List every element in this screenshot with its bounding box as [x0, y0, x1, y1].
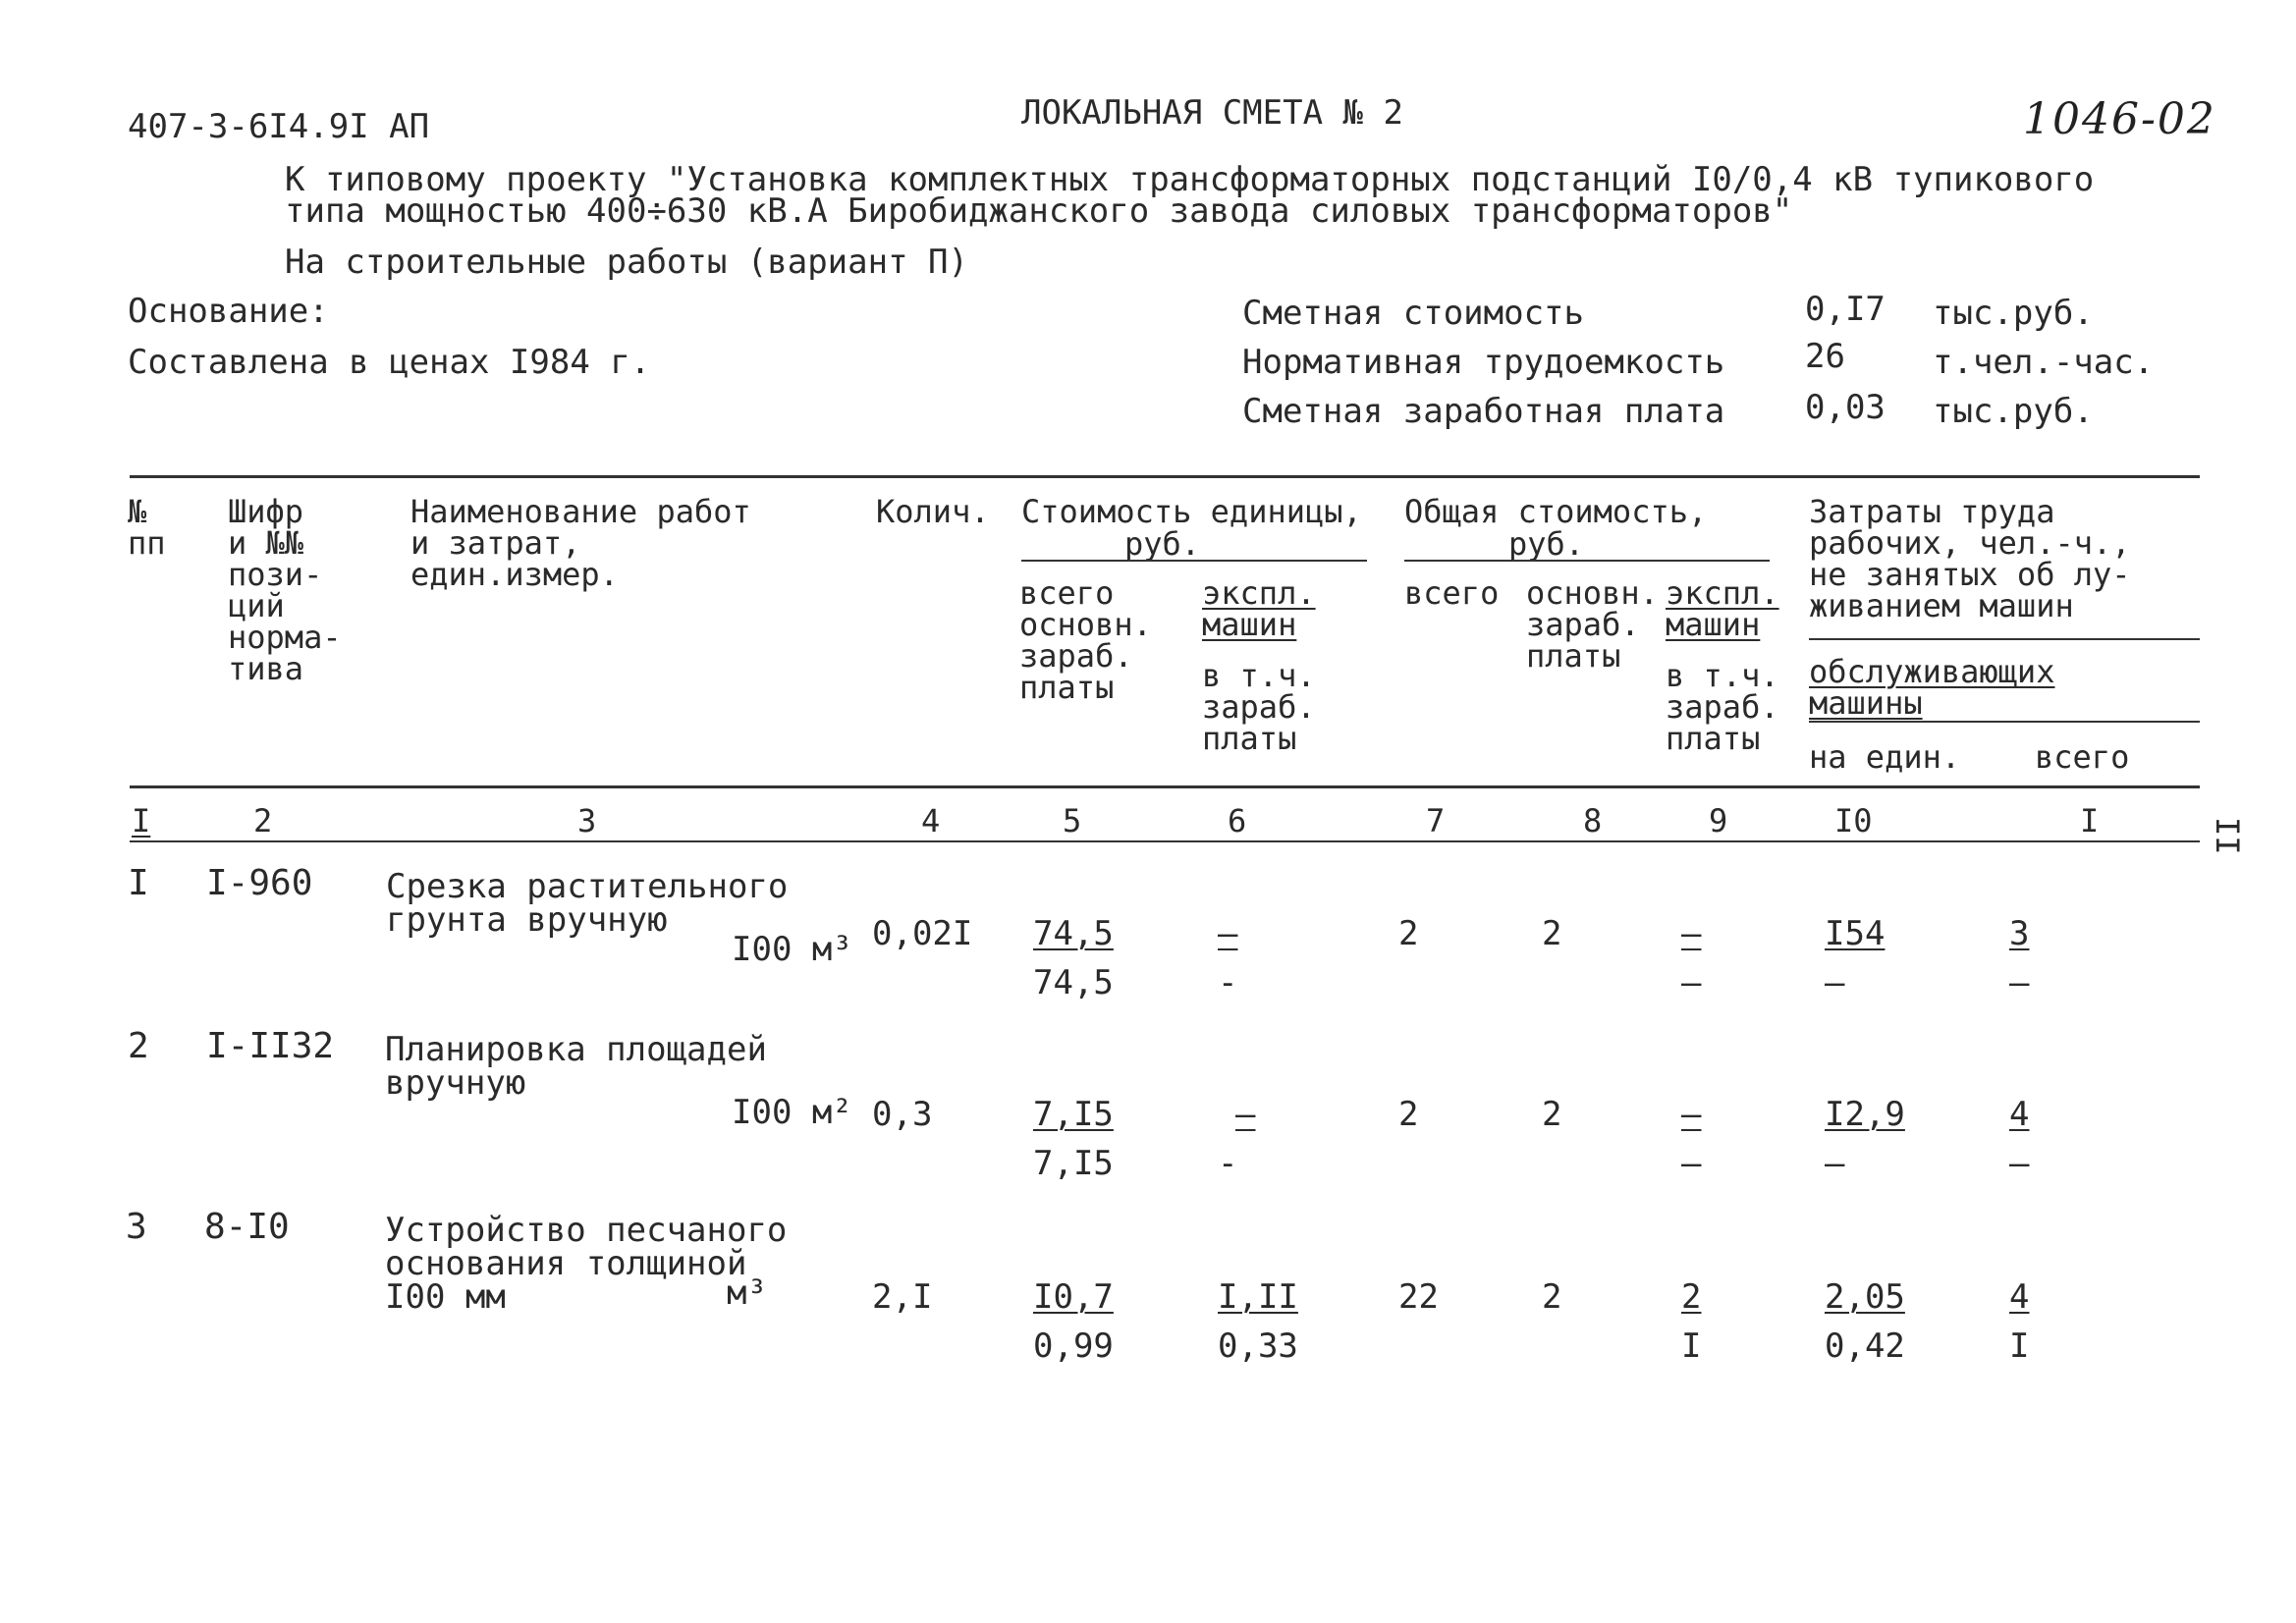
col-num-rule: [130, 840, 2200, 842]
col-header-6-bottom: в т.ч. зараб. платы: [1202, 657, 1316, 757]
handwritten-number: 1046-02: [2023, 94, 2216, 144]
row1-c9b: –: [1681, 963, 1702, 1002]
summary-value-labor: 26: [1805, 337, 1845, 376]
row3-c11b: I: [2009, 1326, 2030, 1366]
col-num-1: I: [132, 802, 151, 839]
row2-c5b: 7,I5: [1033, 1144, 1114, 1183]
row1-c10: I54: [1825, 914, 1886, 953]
row1-qty: 0,02I: [872, 914, 973, 953]
row3-unit: м³: [727, 1273, 767, 1313]
row2-c7: 2: [1398, 1095, 1419, 1134]
row2-c9b: –: [1681, 1144, 1702, 1183]
col-header-qty: Колич.: [876, 493, 990, 530]
row3-c7: 22: [1398, 1277, 1439, 1317]
basis-label: Основание:: [128, 292, 329, 331]
row2-c9: –: [1681, 1095, 1702, 1134]
row2-c10: I2,9: [1825, 1095, 1905, 1134]
summary-unit-labor: т.чел.-час.: [1933, 343, 2155, 382]
col-header-10: на един.: [1809, 738, 1961, 776]
row1-c8: 2: [1542, 914, 1562, 953]
row1-c9: –: [1681, 914, 1702, 953]
row1-c11: 3: [2009, 914, 2030, 953]
page-title: ЛОКАЛЬНАЯ СМЕТА № 2: [1021, 93, 1403, 133]
col-header-unit-cost-rub: руб.: [1124, 525, 1201, 563]
row3-no: 3: [126, 1207, 147, 1247]
col-header-7: всего: [1404, 574, 1500, 612]
row2-c6b: -: [1218, 1144, 1238, 1183]
row2-c5: 7,I5: [1033, 1095, 1114, 1134]
row1-no: I: [128, 863, 149, 903]
col-header-6-top: экспл. машин: [1202, 574, 1316, 643]
row3-name: Устройство песчаного основания толщиной I00 мм: [385, 1211, 788, 1317]
col-header-name: Наименование работ и затрат, един.измер.: [410, 493, 751, 593]
row1-c5b: 74,5: [1033, 963, 1114, 1002]
row1-unit: I00 м³: [732, 930, 852, 969]
col-num-11: I: [2080, 802, 2100, 839]
col-header-labor-serv: обслуживающих машины: [1809, 653, 2055, 722]
row3-c6b: 0,33: [1218, 1326, 1298, 1366]
row2-c11: 4: [2009, 1095, 2030, 1134]
summary-label-labor: Нормативная трудоемкость: [1242, 343, 1725, 382]
row2-name: Планировка площадей вручную: [385, 1030, 767, 1103]
col-num-5: 5: [1063, 802, 1082, 839]
prices-label: Составлена в ценах I984 г.: [128, 343, 651, 382]
project-line-2: типа мощностью 400÷630 кВ.А Биробиджанского завода силовых трансформаторов": [285, 191, 1793, 231]
row2-code: I-II32: [206, 1026, 335, 1066]
col-header-8: основн. зараб. платы: [1526, 574, 1659, 675]
col-header-labor: Затраты труда рабочих, чел.-ч., не занятых об лу- живанием машин: [1809, 493, 2131, 624]
col-header-unit-cost: Стоимость единицы,: [1021, 493, 1362, 530]
row2-no: 2: [128, 1026, 149, 1066]
row2-c11b: –: [2009, 1144, 2030, 1183]
col-num-2: 2: [253, 802, 273, 839]
row3-c9b: I: [1681, 1326, 1702, 1366]
row1-c5: 74,5: [1033, 914, 1114, 953]
summary-label-cost: Сметная стоимость: [1242, 294, 1584, 333]
margin-mark: II: [2209, 817, 2246, 855]
summary-value-wage: 0,03: [1805, 388, 1886, 427]
col-num-7: 7: [1426, 802, 1446, 839]
col-num-8: 8: [1583, 802, 1603, 839]
col-header-total-cost-rub: руб.: [1508, 525, 1585, 563]
row3-c5b: 0,99: [1033, 1326, 1114, 1366]
row1-c10b: –: [1825, 963, 1845, 1002]
summary-value-cost: 0,I7: [1805, 290, 1886, 329]
row1-name: Срезка растительного грунта вручную: [386, 867, 789, 940]
row3-qty: 2,I: [872, 1277, 933, 1317]
col-num-6: 6: [1228, 802, 1247, 839]
doc-code: 407-3-6I4.9I АП: [128, 107, 430, 146]
col-header-code: Шифр и №№ пози- ций норма- тива: [228, 493, 342, 687]
summary-unit-cost: тыс.руб.: [1933, 294, 2094, 333]
col-num-10: I0: [1834, 802, 1873, 839]
table-header-bottom-rule: [130, 785, 2200, 788]
row3-c10: 2,05: [1825, 1277, 1905, 1317]
row3-c9: 2: [1681, 1277, 1702, 1317]
summary-unit-wage: тыс.руб.: [1933, 392, 2094, 431]
col-header-no: № пп: [128, 493, 166, 562]
row1-c6: –: [1218, 914, 1238, 953]
col-num-4: 4: [921, 802, 941, 839]
row1-c7: 2: [1398, 914, 1419, 953]
subtitle: На строительные работы (вариант П): [285, 243, 968, 282]
row2-unit: I00 м²: [732, 1093, 852, 1132]
row1-c6b: -: [1218, 963, 1238, 1002]
row3-code: 8-I0: [204, 1207, 290, 1247]
total-cost-rule: [1404, 560, 1770, 562]
project-line-1: К типовому проекту "Установка комплектных трансформаторных подстанций I0/0,4 кВ тупикового: [285, 160, 2095, 199]
unit-cost-rule: [1021, 560, 1367, 562]
summary-label-wage: Сметная заработная плата: [1242, 392, 1725, 431]
labor-rule-1: [1809, 638, 2200, 640]
col-header-11: всего: [2035, 738, 2130, 776]
row1-c11b: –: [2009, 963, 2030, 1002]
row2-c8: 2: [1542, 1095, 1562, 1134]
row3-c8: 2: [1542, 1277, 1562, 1317]
labor-rule-2: [1809, 721, 2200, 723]
row3-c10b: 0,42: [1825, 1326, 1905, 1366]
col-header-5: всего основн. зараб. платы: [1019, 574, 1152, 706]
row2-qty: 0,3: [872, 1095, 933, 1134]
table-top-rule: [130, 475, 2200, 478]
row3-c11: 4: [2009, 1277, 2030, 1317]
row2-c10b: –: [1825, 1144, 1845, 1183]
row3-c6: I,II: [1218, 1277, 1298, 1317]
row3-c5: I0,7: [1033, 1277, 1114, 1317]
col-num-9: 9: [1709, 802, 1728, 839]
row2-c6: –: [1235, 1095, 1256, 1134]
row1-code: I-960: [206, 863, 313, 903]
col-header-total-cost: Общая стоимость,: [1404, 493, 1708, 530]
col-header-9-bottom: в т.ч. зараб. платы: [1666, 657, 1779, 757]
col-num-3: 3: [577, 802, 597, 839]
col-header-9-top: экспл. машин: [1666, 574, 1779, 643]
